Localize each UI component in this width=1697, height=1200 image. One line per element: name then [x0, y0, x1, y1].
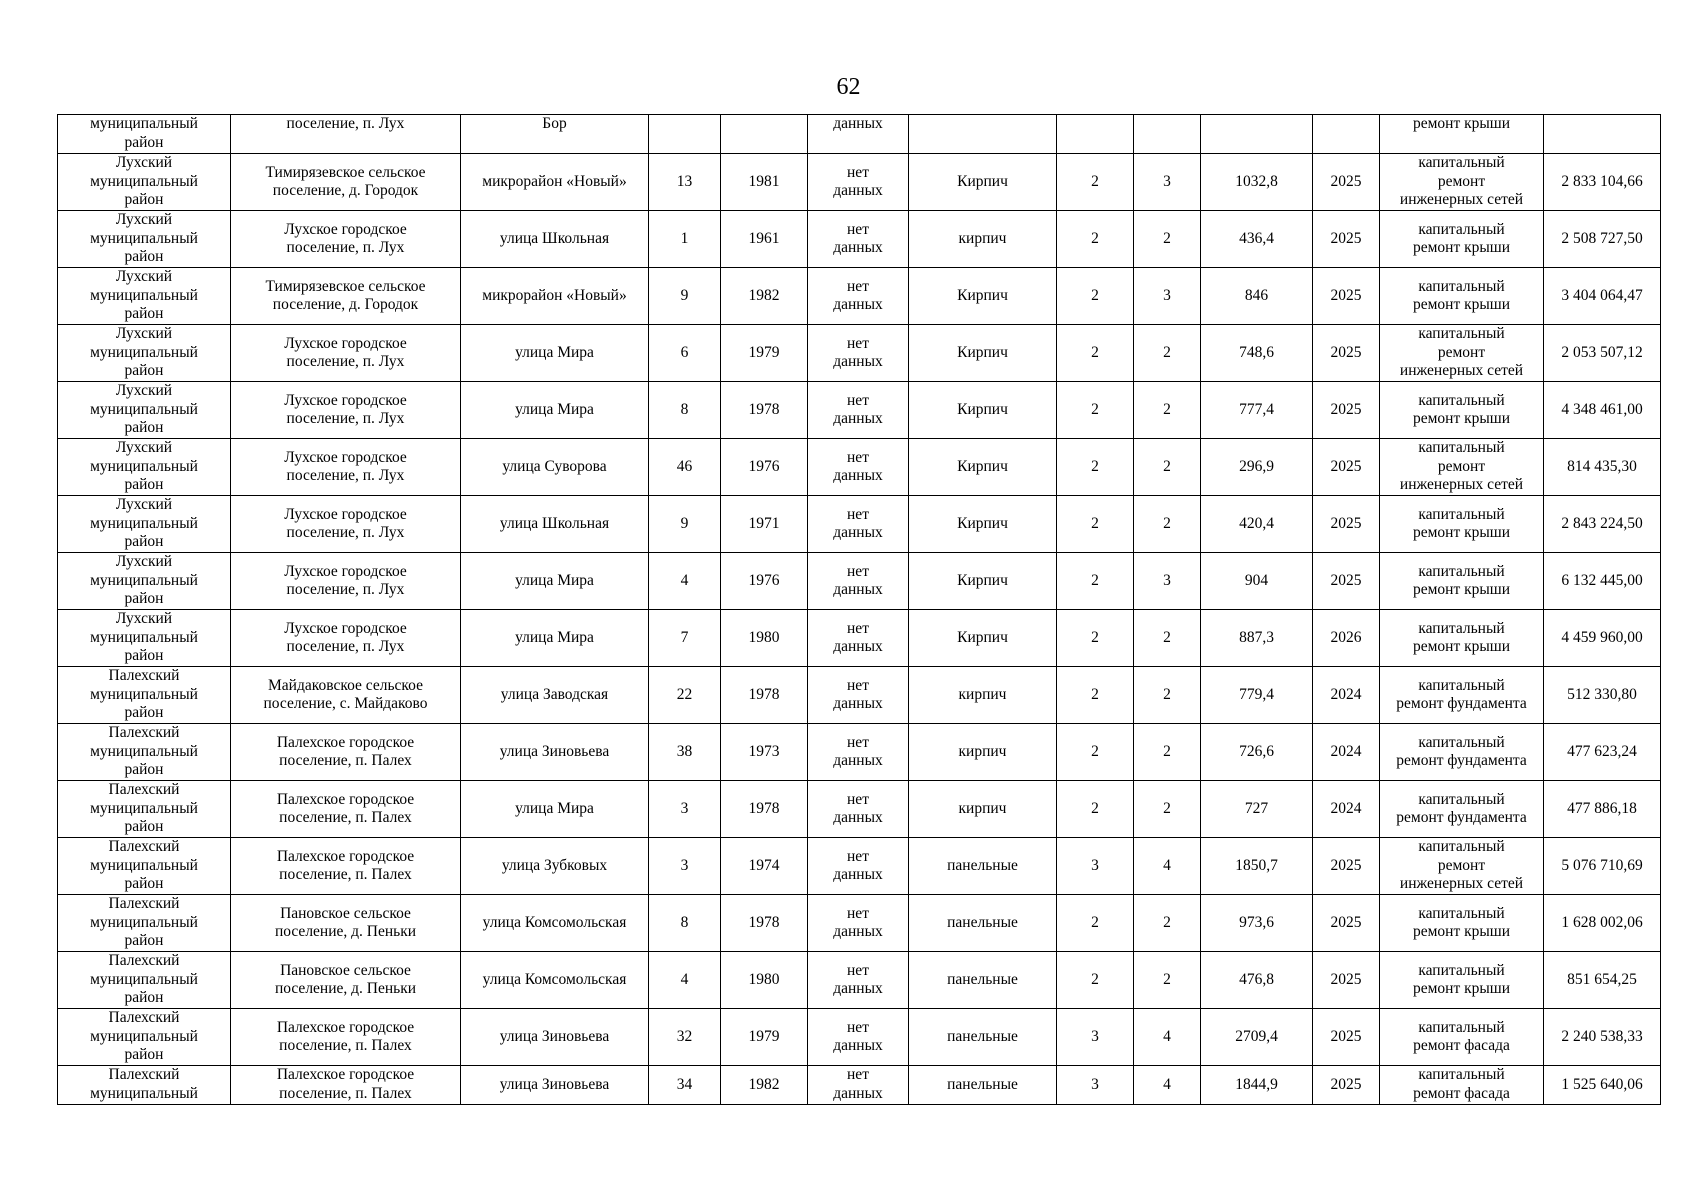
- data-status-cell: нет данных: [808, 667, 909, 724]
- area-cell: 887,3: [1201, 610, 1313, 667]
- street-cell: Бор: [461, 115, 649, 154]
- house-number-cell: 6: [649, 325, 721, 382]
- data-status-cell: нет данных: [808, 724, 909, 781]
- municipal-district-cell: муниципальный район: [58, 115, 231, 154]
- area-cell: 748,6: [1201, 325, 1313, 382]
- cost-cell: 477 886,18: [1544, 781, 1661, 838]
- wall-material-cell: Кирпич: [909, 439, 1057, 496]
- build-year-cell: 1971: [721, 496, 808, 553]
- house-number-cell: 32: [649, 1009, 721, 1066]
- repair-type-cell: капитальный ремонт крыши: [1380, 382, 1544, 439]
- repair-type-cell: капитальный ремонт фундамента: [1380, 724, 1544, 781]
- area-cell: 904: [1201, 553, 1313, 610]
- house-number-cell: 13: [649, 154, 721, 211]
- cost-cell: 2 508 727,50: [1544, 211, 1661, 268]
- municipal-district-cell: Палехский муниципальный район: [58, 667, 231, 724]
- cost-cell: 512 330,80: [1544, 667, 1661, 724]
- floors-cell: 2: [1057, 667, 1134, 724]
- table-row: [58, 952, 1661, 1009]
- build-year-cell: 1978: [721, 667, 808, 724]
- repair-type-cell: ремонт крыши: [1380, 115, 1544, 154]
- settlement-cell: Лухское городское поселение, п. Лух: [231, 382, 461, 439]
- house-number-cell: 3: [649, 781, 721, 838]
- house-number-cell: 38: [649, 724, 721, 781]
- area-cell: [1201, 115, 1313, 154]
- table-row: [58, 667, 1661, 724]
- floors-cell: 3: [1057, 838, 1134, 895]
- house-number-cell: 46: [649, 439, 721, 496]
- data-status-cell: нет данных: [808, 325, 909, 382]
- street-cell: улица Зиновьева: [461, 1009, 649, 1066]
- municipal-district-cell: Лухский муниципальный район: [58, 325, 231, 382]
- house-number-cell: 3: [649, 838, 721, 895]
- repair-year-cell: 2025: [1313, 154, 1380, 211]
- entrances-cell: 2: [1134, 952, 1201, 1009]
- floors-cell: 2: [1057, 439, 1134, 496]
- settlement-cell: Майдаковское сельское поселение, с. Майдаково: [231, 667, 461, 724]
- repair-type-cell: капитальный ремонт инженерных сетей: [1380, 325, 1544, 382]
- settlement-cell: Тимирязевское сельское поселение, д. Городок: [231, 154, 461, 211]
- municipal-district-cell: Палехский муниципальный: [58, 1066, 231, 1105]
- settlement-cell: Лухское городское поселение, п. Лух: [231, 553, 461, 610]
- entrances-cell: 3: [1134, 553, 1201, 610]
- municipal-district-cell: Палехский муниципальный район: [58, 952, 231, 1009]
- cost-cell: 6 132 445,00: [1544, 553, 1661, 610]
- wall-material-cell: Кирпич: [909, 610, 1057, 667]
- data-status-cell: данных: [808, 115, 909, 154]
- cost-cell: 4 348 461,00: [1544, 382, 1661, 439]
- build-year-cell: 1982: [721, 268, 808, 325]
- entrances-cell: 3: [1134, 268, 1201, 325]
- repair-year-cell: 2025: [1313, 439, 1380, 496]
- area-cell: 846: [1201, 268, 1313, 325]
- street-cell: улица Школьная: [461, 496, 649, 553]
- wall-material-cell: панельные: [909, 1009, 1057, 1066]
- municipal-district-cell: Палехский муниципальный район: [58, 1009, 231, 1066]
- municipal-district-cell: Палехский муниципальный район: [58, 724, 231, 781]
- wall-material-cell: панельные: [909, 1066, 1057, 1105]
- table-row: [58, 1009, 1661, 1066]
- floors-cell: 3: [1057, 1066, 1134, 1105]
- area-cell: 973,6: [1201, 895, 1313, 952]
- settlement-cell: Палехское городское поселение, п. Палех: [231, 1066, 461, 1105]
- street-cell: улица Суворова: [461, 439, 649, 496]
- repair-type-cell: капитальный ремонт крыши: [1380, 553, 1544, 610]
- housing-repair-table: [57, 114, 1661, 1105]
- floors-cell: 2: [1057, 553, 1134, 610]
- repair-year-cell: 2025: [1313, 553, 1380, 610]
- area-cell: 476,8: [1201, 952, 1313, 1009]
- house-number-cell: [649, 115, 721, 154]
- data-status-cell: нет данных: [808, 439, 909, 496]
- repair-year-cell: 2025: [1313, 382, 1380, 439]
- wall-material-cell: кирпич: [909, 781, 1057, 838]
- settlement-cell: Лухское городское поселение, п. Лух: [231, 211, 461, 268]
- wall-material-cell: Кирпич: [909, 268, 1057, 325]
- table-row: [58, 154, 1661, 211]
- table-row: [58, 496, 1661, 553]
- repair-type-cell: капитальный ремонт крыши: [1380, 610, 1544, 667]
- table-row: [58, 895, 1661, 952]
- floors-cell: [1057, 115, 1134, 154]
- house-number-cell: 22: [649, 667, 721, 724]
- entrances-cell: [1134, 115, 1201, 154]
- data-status-cell: нет данных: [808, 268, 909, 325]
- entrances-cell: 4: [1134, 838, 1201, 895]
- entrances-cell: 2: [1134, 211, 1201, 268]
- street-cell: улица Комсомольская: [461, 952, 649, 1009]
- wall-material-cell: [909, 115, 1057, 154]
- table-row: [58, 382, 1661, 439]
- floors-cell: 3: [1057, 1009, 1134, 1066]
- build-year-cell: 1981: [721, 154, 808, 211]
- data-status-cell: нет данных: [808, 496, 909, 553]
- cost-cell: [1544, 115, 1661, 154]
- cost-cell: 2 053 507,12: [1544, 325, 1661, 382]
- area-cell: 727: [1201, 781, 1313, 838]
- house-number-cell: 1: [649, 211, 721, 268]
- floors-cell: 2: [1057, 325, 1134, 382]
- settlement-cell: Лухское городское поселение, п. Лух: [231, 439, 461, 496]
- repair-year-cell: [1313, 115, 1380, 154]
- street-cell: микрорайон «Новый»: [461, 268, 649, 325]
- street-cell: улица Зиновьева: [461, 724, 649, 781]
- repair-year-cell: 2025: [1313, 895, 1380, 952]
- repair-type-cell: капитальный ремонт крыши: [1380, 496, 1544, 553]
- settlement-cell: Пановское сельское поселение, д. Пеньки: [231, 895, 461, 952]
- repair-type-cell: капитальный ремонт крыши: [1380, 895, 1544, 952]
- build-year-cell: 1980: [721, 952, 808, 1009]
- street-cell: улица Мира: [461, 553, 649, 610]
- floors-cell: 2: [1057, 211, 1134, 268]
- table-row: [58, 553, 1661, 610]
- entrances-cell: 2: [1134, 610, 1201, 667]
- repair-type-cell: капитальный ремонт крыши: [1380, 952, 1544, 1009]
- area-cell: 420,4: [1201, 496, 1313, 553]
- street-cell: улица Заводская: [461, 667, 649, 724]
- cost-cell: 5 076 710,69: [1544, 838, 1661, 895]
- wall-material-cell: кирпич: [909, 667, 1057, 724]
- table-row: [58, 724, 1661, 781]
- repair-year-cell: 2025: [1313, 952, 1380, 1009]
- build-year-cell: 1974: [721, 838, 808, 895]
- table-row: [58, 610, 1661, 667]
- entrances-cell: 2: [1134, 325, 1201, 382]
- cost-cell: 3 404 064,47: [1544, 268, 1661, 325]
- build-year-cell: 1961: [721, 211, 808, 268]
- street-cell: улица Мира: [461, 325, 649, 382]
- area-cell: 1850,7: [1201, 838, 1313, 895]
- wall-material-cell: Кирпич: [909, 496, 1057, 553]
- street-cell: улица Мира: [461, 781, 649, 838]
- entrances-cell: 2: [1134, 724, 1201, 781]
- table-row: [58, 1066, 1661, 1105]
- table-row: [58, 211, 1661, 268]
- build-year-cell: 1980: [721, 610, 808, 667]
- repair-year-cell: 2026: [1313, 610, 1380, 667]
- street-cell: улица Мира: [461, 610, 649, 667]
- data-status-cell: нет данных: [808, 154, 909, 211]
- municipal-district-cell: Лухский муниципальный район: [58, 496, 231, 553]
- street-cell: улица Мира: [461, 382, 649, 439]
- data-status-cell: нет данных: [808, 553, 909, 610]
- table-body: [58, 115, 1661, 1105]
- table-row: [58, 838, 1661, 895]
- settlement-cell: Палехское городское поселение, п. Палех: [231, 1009, 461, 1066]
- area-cell: 779,4: [1201, 667, 1313, 724]
- cost-cell: 2 240 538,33: [1544, 1009, 1661, 1066]
- municipal-district-cell: Лухский муниципальный район: [58, 268, 231, 325]
- area-cell: 1844,9: [1201, 1066, 1313, 1105]
- area-cell: 436,4: [1201, 211, 1313, 268]
- cost-cell: 1 525 640,06: [1544, 1066, 1661, 1105]
- repair-year-cell: 2024: [1313, 667, 1380, 724]
- municipal-district-cell: Лухский муниципальный район: [58, 154, 231, 211]
- settlement-cell: Палехское городское поселение, п. Палех: [231, 724, 461, 781]
- entrances-cell: 2: [1134, 439, 1201, 496]
- repair-type-cell: капитальный ремонт инженерных сетей: [1380, 838, 1544, 895]
- repair-type-cell: капитальный ремонт крыши: [1380, 268, 1544, 325]
- municipal-district-cell: Лухский муниципальный район: [58, 382, 231, 439]
- municipal-district-cell: Лухский муниципальный район: [58, 211, 231, 268]
- settlement-cell: поселение, п. Лух: [231, 115, 461, 154]
- house-number-cell: 34: [649, 1066, 721, 1105]
- municipal-district-cell: Палехский муниципальный район: [58, 895, 231, 952]
- wall-material-cell: Кирпич: [909, 382, 1057, 439]
- wall-material-cell: панельные: [909, 895, 1057, 952]
- data-status-cell: нет данных: [808, 610, 909, 667]
- build-year-cell: [721, 115, 808, 154]
- table-row: [58, 268, 1661, 325]
- municipal-district-cell: Палехский муниципальный район: [58, 781, 231, 838]
- repair-type-cell: капитальный ремонт фасада: [1380, 1066, 1544, 1105]
- street-cell: улица Зубковых: [461, 838, 649, 895]
- repair-year-cell: 2025: [1313, 496, 1380, 553]
- repair-type-cell: капитальный ремонт фундамента: [1380, 781, 1544, 838]
- data-status-cell: нет данных: [808, 1009, 909, 1066]
- table-row: [58, 781, 1661, 838]
- house-number-cell: 8: [649, 382, 721, 439]
- table-row: [58, 325, 1661, 382]
- data-status-cell: нет данных: [808, 895, 909, 952]
- area-cell: 726,6: [1201, 724, 1313, 781]
- settlement-cell: Лухское городское поселение, п. Лух: [231, 325, 461, 382]
- wall-material-cell: панельные: [909, 952, 1057, 1009]
- wall-material-cell: Кирпич: [909, 325, 1057, 382]
- floors-cell: 2: [1057, 382, 1134, 439]
- data-status-cell: нет данных: [808, 382, 909, 439]
- data-status-cell: нет данных: [808, 952, 909, 1009]
- entrances-cell: 2: [1134, 895, 1201, 952]
- wall-material-cell: панельные: [909, 838, 1057, 895]
- data-status-cell: нет данных: [808, 838, 909, 895]
- wall-material-cell: кирпич: [909, 724, 1057, 781]
- build-year-cell: 1979: [721, 325, 808, 382]
- settlement-cell: Пановское сельское поселение, д. Пеньки: [231, 952, 461, 1009]
- street-cell: микрорайон «Новый»: [461, 154, 649, 211]
- settlement-cell: Лухское городское поселение, п. Лух: [231, 610, 461, 667]
- cost-cell: 2 833 104,66: [1544, 154, 1661, 211]
- repair-year-cell: 2025: [1313, 1009, 1380, 1066]
- house-number-cell: 7: [649, 610, 721, 667]
- house-number-cell: 9: [649, 496, 721, 553]
- wall-material-cell: кирпич: [909, 211, 1057, 268]
- entrances-cell: 2: [1134, 781, 1201, 838]
- street-cell: улица Зиновьева: [461, 1066, 649, 1105]
- table-row: [58, 439, 1661, 496]
- data-status-cell: нет данных: [808, 1066, 909, 1105]
- repair-year-cell: 2024: [1313, 781, 1380, 838]
- repair-year-cell: 2025: [1313, 1066, 1380, 1105]
- floors-cell: 2: [1057, 895, 1134, 952]
- build-year-cell: 1978: [721, 895, 808, 952]
- build-year-cell: 1973: [721, 724, 808, 781]
- entrances-cell: 3: [1134, 154, 1201, 211]
- municipal-district-cell: Лухский муниципальный район: [58, 610, 231, 667]
- municipal-district-cell: Палехский муниципальный район: [58, 838, 231, 895]
- data-status-cell: нет данных: [808, 211, 909, 268]
- settlement-cell: Лухское городское поселение, п. Лух: [231, 496, 461, 553]
- page-number: 62: [836, 74, 861, 100]
- area-cell: 1032,8: [1201, 154, 1313, 211]
- repair-year-cell: 2024: [1313, 724, 1380, 781]
- entrances-cell: 2: [1134, 496, 1201, 553]
- house-number-cell: 4: [649, 553, 721, 610]
- house-number-cell: 9: [649, 268, 721, 325]
- entrances-cell: 4: [1134, 1066, 1201, 1105]
- area-cell: 296,9: [1201, 439, 1313, 496]
- build-year-cell: 1978: [721, 382, 808, 439]
- municipal-district-cell: Лухский муниципальный район: [58, 553, 231, 610]
- cost-cell: 4 459 960,00: [1544, 610, 1661, 667]
- table-row: [58, 115, 1661, 154]
- repair-type-cell: капитальный ремонт инженерных сетей: [1380, 154, 1544, 211]
- cost-cell: 814 435,30: [1544, 439, 1661, 496]
- cost-cell: 477 623,24: [1544, 724, 1661, 781]
- wall-material-cell: Кирпич: [909, 154, 1057, 211]
- repair-year-cell: 2025: [1313, 838, 1380, 895]
- build-year-cell: 1976: [721, 439, 808, 496]
- data-status-cell: нет данных: [808, 781, 909, 838]
- floors-cell: 2: [1057, 724, 1134, 781]
- repair-type-cell: капитальный ремонт инженерных сетей: [1380, 439, 1544, 496]
- settlement-cell: Тимирязевское сельское поселение, д. Городок: [231, 268, 461, 325]
- floors-cell: 2: [1057, 496, 1134, 553]
- settlement-cell: Палехское городское поселение, п. Палех: [231, 781, 461, 838]
- wall-material-cell: Кирпич: [909, 553, 1057, 610]
- build-year-cell: 1976: [721, 553, 808, 610]
- municipal-district-cell: Лухский муниципальный район: [58, 439, 231, 496]
- build-year-cell: 1982: [721, 1066, 808, 1105]
- repair-type-cell: капитальный ремонт фундамента: [1380, 667, 1544, 724]
- street-cell: улица Комсомольская: [461, 895, 649, 952]
- settlement-cell: Палехское городское поселение, п. Палех: [231, 838, 461, 895]
- repair-type-cell: капитальный ремонт фасада: [1380, 1009, 1544, 1066]
- repair-year-cell: 2025: [1313, 211, 1380, 268]
- cost-cell: 1 628 002,06: [1544, 895, 1661, 952]
- entrances-cell: 4: [1134, 1009, 1201, 1066]
- cost-cell: 851 654,25: [1544, 952, 1661, 1009]
- repair-type-cell: капитальный ремонт крыши: [1380, 211, 1544, 268]
- floors-cell: 2: [1057, 154, 1134, 211]
- area-cell: 777,4: [1201, 382, 1313, 439]
- build-year-cell: 1979: [721, 1009, 808, 1066]
- floors-cell: 2: [1057, 952, 1134, 1009]
- house-number-cell: 4: [649, 952, 721, 1009]
- repair-year-cell: 2025: [1313, 325, 1380, 382]
- cost-cell: 2 843 224,50: [1544, 496, 1661, 553]
- floors-cell: 2: [1057, 610, 1134, 667]
- entrances-cell: 2: [1134, 667, 1201, 724]
- area-cell: 2709,4: [1201, 1009, 1313, 1066]
- repair-year-cell: 2025: [1313, 268, 1380, 325]
- floors-cell: 2: [1057, 268, 1134, 325]
- build-year-cell: 1978: [721, 781, 808, 838]
- house-number-cell: 8: [649, 895, 721, 952]
- floors-cell: 2: [1057, 781, 1134, 838]
- street-cell: улица Школьная: [461, 211, 649, 268]
- entrances-cell: 2: [1134, 382, 1201, 439]
